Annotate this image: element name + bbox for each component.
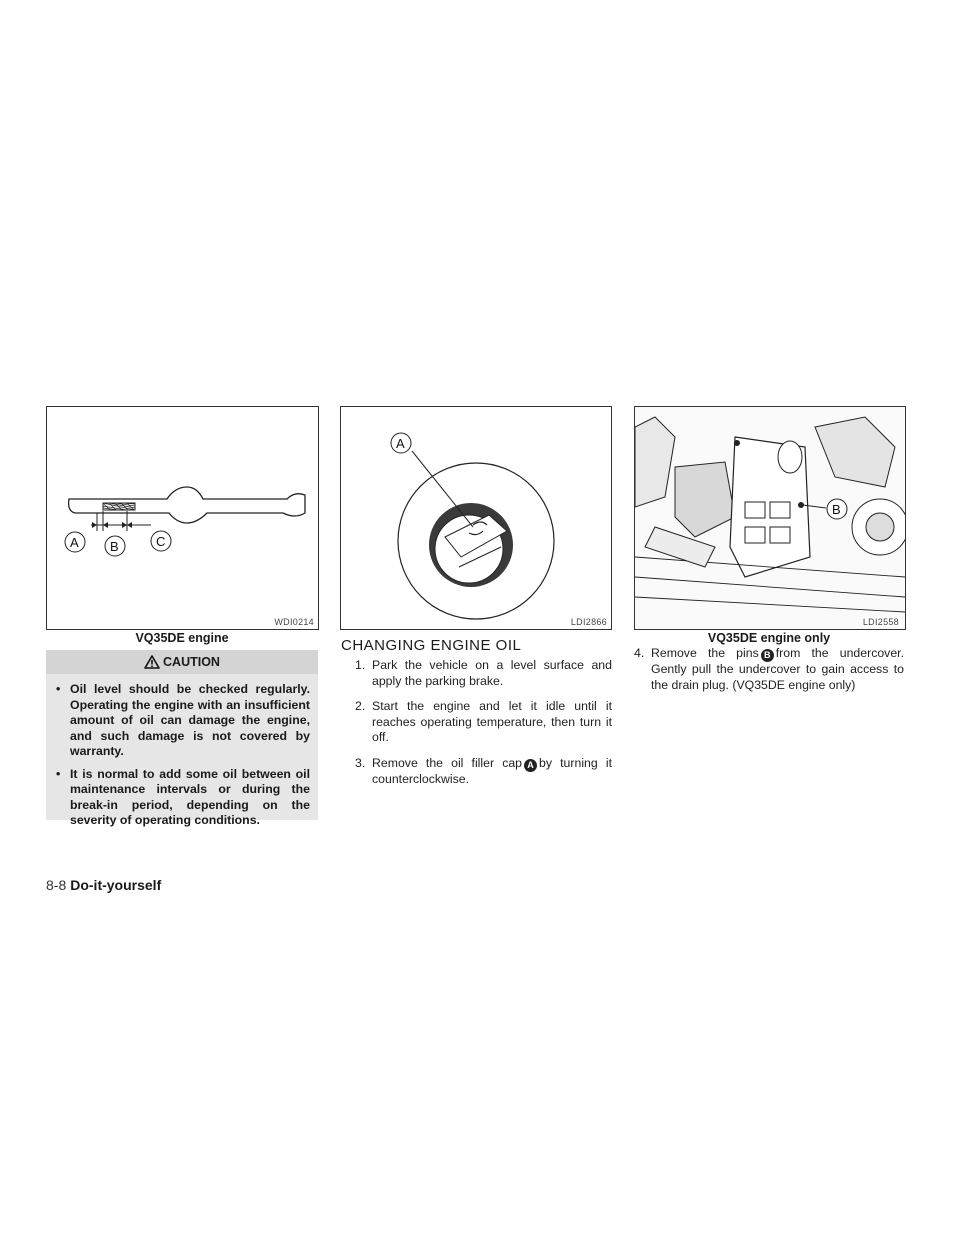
figure-caption: VQ35DE engine only xyxy=(707,631,831,645)
oil-filler-cap-illustration xyxy=(340,406,612,630)
caution-item: • It is normal to add some oil between oil maintenance intervals or during the break-in period, depending on the severity of operating conditions. xyxy=(56,766,310,827)
steps-column-3 xyxy=(634,646,904,703)
label-a: A xyxy=(396,436,405,451)
warning-icon xyxy=(144,655,160,669)
step-item: 4. Remove the pins B from the undercover. Gently pull the undercover to gain access to the drain plug. (VQ35DE engine only) xyxy=(634,646,904,692)
caution-header xyxy=(46,650,318,674)
caution-item: • Oil level should be checked regularly. Operating the engine with an insufficient amount of oil can damage the engine, and such damage is not covered by warranty. xyxy=(56,682,310,758)
caution-box xyxy=(46,650,318,827)
figure-code: LDI2866 xyxy=(570,617,607,627)
undercover-illustration xyxy=(634,406,906,630)
dipstick-drawing xyxy=(47,407,318,629)
caution-title: CAUTION xyxy=(163,655,220,669)
step-item: 3. Remove the oil filler cap A by turning it counterclockwise. xyxy=(355,755,612,786)
oil-cap-drawing xyxy=(341,407,611,629)
label-b: B xyxy=(110,539,119,554)
callout-marker-a: A xyxy=(524,759,537,772)
step-item: 1. Park the vehicle on a level surface and apply the parking brake. xyxy=(355,658,612,688)
label-a: A xyxy=(70,535,79,550)
page-footer xyxy=(46,877,161,893)
figure-caption: VQ35DE engine xyxy=(135,631,229,645)
steps-column-2 xyxy=(355,658,612,797)
page-number: 8-8 xyxy=(46,877,67,893)
step-item: 2. Start the engine and let it idle until it reaches operating temperature, then turn it off. xyxy=(355,699,612,744)
figure-code: WDI0214 xyxy=(274,617,314,627)
undercover-drawing xyxy=(635,407,905,629)
dipstick-illustration xyxy=(46,406,319,630)
section-name: Do-it-yourself xyxy=(70,877,162,893)
label-b: B xyxy=(832,502,841,517)
figure-code: LDI2558 xyxy=(862,617,899,627)
caution-list xyxy=(46,674,318,829)
label-c: C xyxy=(156,534,166,549)
callout-marker-b: B xyxy=(761,649,774,662)
section-heading: CHANGING ENGINE OIL xyxy=(341,637,522,654)
